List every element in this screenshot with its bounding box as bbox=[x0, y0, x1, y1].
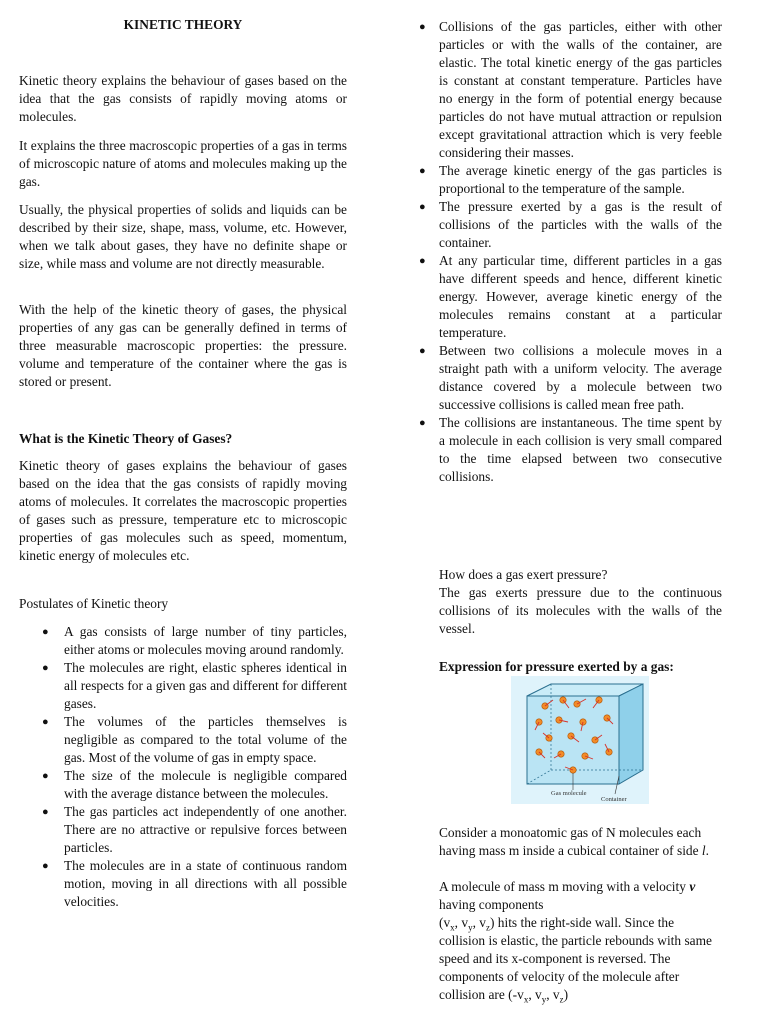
intro-paragraph: Usually, the physical properties of solids and liquids can be described by their size, shape, mass, volume, etc. However, when we talk about gases, they have no definite shape or size, while mass and volume are not directly measurable. bbox=[19, 202, 347, 271]
list-item: ● The pressure exerted by a gas is the result of collisions of the particles with the walls of the container. bbox=[419, 199, 722, 250]
page-title: KINETIC THEORY bbox=[123, 17, 243, 32]
expression-heading: Expression for pressure exerted by a gas: bbox=[439, 659, 674, 674]
list-item: ● The collisions are instantaneous. The time spent by a molecule in each collision is very small compared to the time elapsed between two consecutive collisions. bbox=[419, 415, 722, 484]
list-item: ● At any particular time, different particles in a gas have different speeds and hence, different kinetic energy. However, average kinetic energy of the molecules remains constant at a particular temperature. bbox=[419, 253, 722, 340]
cube-side-face bbox=[619, 684, 643, 784]
answer-text: The gas exerts pressure due to the continuous collisions of its molecules with the walls of the vessel. bbox=[439, 585, 722, 636]
list-item: ● The gas particles act independently of one another. There are no attractive or repulsive forces between particles. bbox=[42, 804, 347, 855]
list-item: ● The molecules are in a state of continuous random motion, moving in all directions with all possible velocities. bbox=[42, 858, 347, 909]
list-item: ● Between two collisions a molecule moves in a straight path with a uniform velocity. The average distance covered by a molecule between two successive collisions is called mean free path. bbox=[419, 343, 722, 412]
postulates-list-left bbox=[19, 623, 347, 911]
velocity-vector: v bbox=[689, 879, 706, 894]
list-item: ● A gas consists of large number of tiny particles, either atoms or molecules moving around randomly. bbox=[42, 624, 347, 657]
intro-paragraph: Kinetic theory explains the behaviour of gases based on the idea that the gas consists of rapidly moving atoms or molecules. bbox=[19, 73, 347, 124]
list-item: ● Collisions of the gas particles, either with other particles or with the walls of the container, are elastic. The total kinetic energy of the gas particles is constant at constant temperature. Particles have no energy in the form of potential energy because particles do not have mutual attraction or repulsion except gravitational attraction which is very feeble considering their masses. bbox=[419, 19, 722, 160]
list-item: ● The size of the molecule is negligible compared with the average distance between the molecules. bbox=[42, 768, 347, 801]
postulates-list-right bbox=[417, 18, 722, 486]
section-paragraph: Kinetic theory of gases explains the behaviour of gases based on the idea that the gas consists of rapidly moving atoms of molecules. It correlates the macroscopic properties of gases such as pressure, temperature etc to microscopic properties of gas molecules such as speed, momentum, kinetic energy of molecules etc. bbox=[19, 458, 347, 563]
gas-container-figure bbox=[511, 676, 649, 804]
section-heading: What is the Kinetic Theory of Gases? bbox=[19, 431, 233, 446]
list-item: ● The molecules are right, elastic spheres identical in all respects for a given gas and different for different gases. bbox=[42, 660, 347, 711]
consider-paragraph: Consider a monoatomic gas of N molecules each having mass m inside a cubical container of side l. bbox=[439, 825, 710, 858]
intro-paragraph: With the help of the kinetic theory of gases, the physical properties of any gas can be generally defined in terms of three measurable macroscopic properties: the pressure. volume and temperature of the container where the gas is stored or present. bbox=[19, 302, 347, 389]
collision-paragraph: A molecule of mass m moving with a velocity v having components ($v_x$, $v_y$, $v_z$) hits the right-side wall. Since the collision is elastic, the particle rebounds with same speed and its x-component is reversed. The components of velocity of the molecule after collision are ($-v_x$, $v_y$, $v_z$) bbox=[439, 879, 712, 1005]
figure-label-molecule: Gas molecule bbox=[551, 790, 587, 797]
list-item: ● The average kinetic energy of the gas particles is proportional to the temperature of the sample. bbox=[419, 163, 722, 196]
question-text: How does a gas exert pressure? bbox=[439, 567, 608, 582]
figure-label-container: Container bbox=[601, 796, 627, 803]
intro-paragraph: It explains the three macroscopic properties of a gas in terms of microscopic nature of atoms and molecules making up the gas. bbox=[19, 138, 347, 189]
list-item: ● The volumes of the particles themselves is negligible as compared to the total volume of the gas. Most of the volume of gas in empty space. bbox=[42, 714, 347, 765]
postulates-heading: Postulates of Kinetic theory bbox=[19, 596, 169, 611]
